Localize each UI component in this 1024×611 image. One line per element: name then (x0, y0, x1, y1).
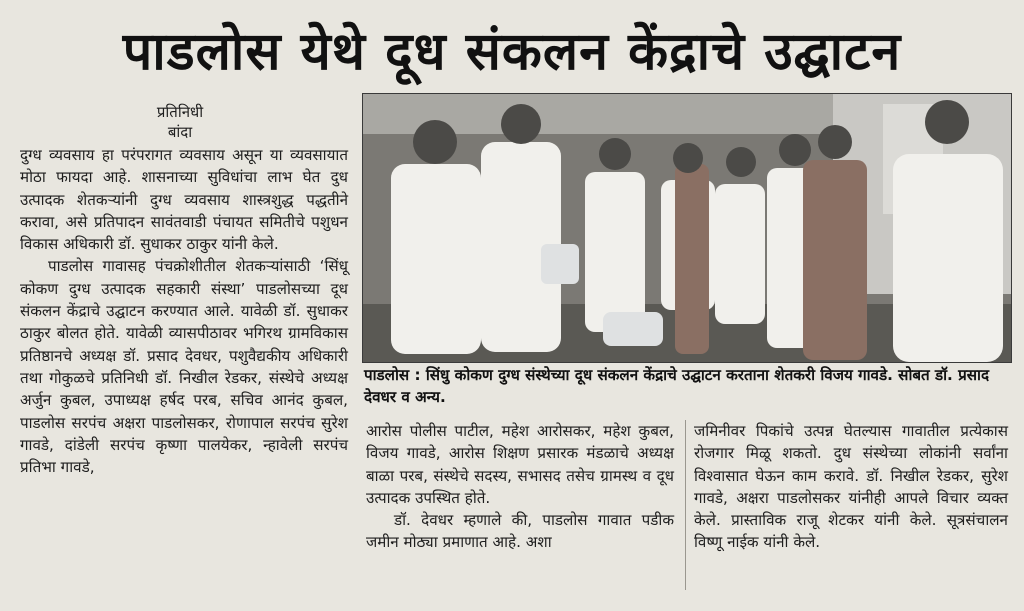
photo-caption: पाडलोस : सिंधु कोकण दुग्ध संस्थेच्या दूध संकलन केंद्राचे उद्घाटन करताना शेतकरी विजय गावडे. सोबत डॉ. प्रसाद देवधर व अन्य. (364, 366, 990, 406)
news-photo (362, 93, 1012, 363)
byline-reporter: प्रतिनिधी (156, 103, 204, 121)
article-column-1 (20, 144, 348, 478)
article-paragraph: पाडलोस गावासह पंचक्रोशीतील शेतकऱ्यांसाठी ‘सिंधू कोकण दुग्ध उत्पादक सहकारी संस्था’ पाडलोसच्या दूध संकलन केंद्राचे उद्घाटन करण्यात आले. यावेळी डॉ. सुधाकर ठाकुर बोलत होते. यावेळी व्यासपीठावर भगिरथ ग्रामविकास प्रतिष्ठानचे अध्यक्ष डॉ. प्रसाद देवधर, पशुवैद्यकीय अधिकारी तथा गोकुळचे प्रतिनिधी डॉ. निखील रेडकर, संस्थेचे अध्यक्ष अर्जुन कुबल, उपाध्यक्ष हर्षद परब, सचिव आनंद कुबल, पाडलोस सरपंच अक्षरा पाडलोसकर, रोणापाल सरपंच सुरेश गावडे, दांडेली सरपंच कृष्णा पालयेकर, न्हावेली सरपंच प्रतिभा गावडे, (20, 257, 348, 477)
article-paragraph: डॉ. देवधर म्हणाले की, पाडलोस गावात पडीक जमीन मोठ्या प्रमाणात आहे. अशा (366, 511, 674, 552)
column-divider (685, 420, 686, 590)
article-paragraph: जमिनीवर पिकांचे उत्पन्न घेतल्यास गावातील प्रत्येकास रोजगार मिळू शकतो. दुध संस्थेच्या लोकांनी सर्वांना विश्वासात घेऊन काम करावे. डॉ. निखील रेडकर, सुरेश गावडे, अक्षरा पाडलोसकर यांनीही आपले विचार व्यक्त केले. प्रास्ताविक राजू शेटकर यांनी केले. सूत्रसंचालन विष्णू नाईक यांनी केले. (694, 422, 1008, 552)
byline (140, 102, 220, 142)
article-paragraph: आरोस पोलीस पाटील, महेश आरोसकर, महेश कुबल, विजय गावडे, आरोस शिक्षण प्रसारक मंडळाचे अध्यक्ष बाळा परब, संस्थेचे सदस्य, सभासद तसेच ग्रामस्थ व दूध उत्पादक उपस्थित होते. (366, 422, 674, 507)
article-paragraph: दुग्ध व्यवसाय हा परंपरागत व्यवसाय असून या व्यवसायात मोठा फायदा आहे. शासनाच्या सुविधांचा लाभ घेत दुध उत्पादक शेतकऱ्यांनी दुग्ध व्यवसाय शास्त्रशुद्ध पद्धतीने करावा, असे प्रतिपादन सावंतवाडी पंचायत समितीचे पशुधन विकास अधिकारी डॉ. सुधाकर ठाकुर यांनी केले. (20, 146, 348, 254)
news-photo-illustration (363, 94, 1011, 362)
article-column-3 (694, 420, 1008, 554)
headline: पाडलोस येथे दूध संकलन केंद्राचे उद्घाटन (122, 22, 902, 82)
article-column-2 (366, 420, 674, 554)
byline-location: बांदा (167, 123, 193, 141)
